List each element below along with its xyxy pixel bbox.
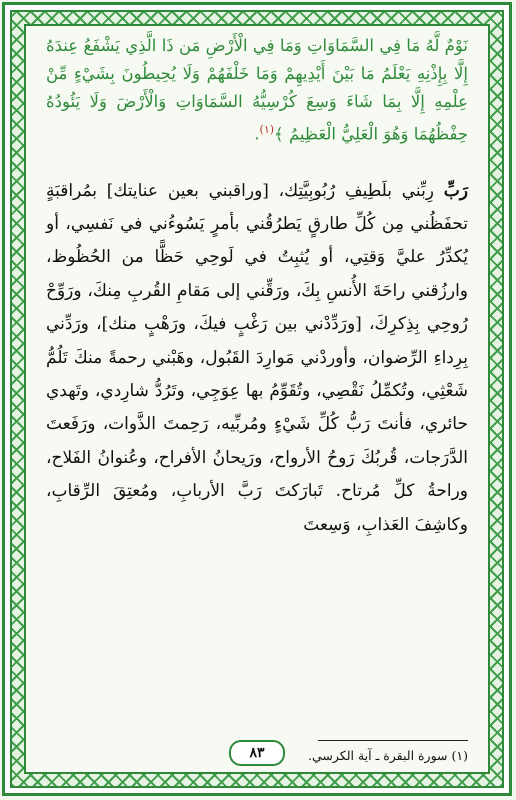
- page-border-outer: [2, 2, 512, 796]
- verse-end-mark: ﴾: [274, 124, 284, 144]
- verse-tail: .: [254, 124, 260, 144]
- page-content: [46, 32, 468, 766]
- verse-footnote-ref: (١): [259, 123, 275, 136]
- quran-verse: [46, 32, 468, 149]
- footnote-separator: [318, 740, 468, 741]
- verse-text: نَوْمٌ لَّهُ مَا فِي السَّمَاوَاتِ وَمَا فِي الْأَرْضِ مَن ذَا الَّذِي يَشْفَعُ عِندَهُ إِلَّا بِإِذْنِهِ يَعْلَمُ مَا بَيْنَ أَيْدِيهِمْ وَمَا خَلْفَهُمْ وَلَا يُحِيطُونَ بِشَيْءٍ مِّنْ عِلْمِهِ إِلَّا بِمَا شَاءَ وَسِعَ كُرْسِيُّهُ السَّمَاوَاتِ وَالْأَرْضَ وَلَا يَئُودُهُ حِفْظُهُمَا وَهُوَ الْعَلِيُّ الْعَظِيمُ: [46, 36, 468, 144]
- page-frame: [24, 24, 490, 774]
- page-number: ٨٣: [229, 740, 285, 766]
- supplication-text: [46, 175, 468, 542]
- footnote: (١) سورة البقرة ـ آية الكرسي.: [308, 748, 468, 763]
- lead-word: رَبِّ: [443, 180, 468, 201]
- supplication-body: رِبِّني بلَطِيفِ رُبُوبِيَّتِك، [وراقبني بعين عنايتك] بمُراقبَةٍ تحفَظُني مِن كُلِّ طارقٍ يَطرُقُني بأمرٍ يَسُوءُني في نَفسِي، أو يُكدِّرُ عليَّ وَقتِي، أو يُثبِتُ في لَوحِي حَظًّا من الحُظُوظ، وارزُقني راحَةَ الأُنسِ بِكَ، ورَقِّني إلى مَقامِ القُربِ مِنكَ، ورَوِّحْ رُوحِي بِذِكرِكَ، [ورَدِّدْني بين رَغْبٍ فيكَ، ورَهْبٍ منك]، ورَدِّني بِرِداءِ الرِّضوان، وأوردْني مَوارِدَ القَبُول، وهَبْني رحمةً منكَ تَلُمُّ شَعْثِي، وتُكمِّلُ نَقْصِي، وتُقَوِّمُ بها عِوَجِي، وتَرُدُّ شارِدي، وتَهدي حائري، فأنتَ رَبُّ كُلِّ شَيْءٍ ومُربِّيه، رَحِمتَ الذَّوات، ورَفَعتَ الدَّرَجات، قُربُكَ رَوحُ الأرواح، ورَيحانُ الأفراح، وعُنوانُ الفَلاح، وراحةُ كلِّ مُرتاح. تَبارَكتَ رَبَّ الأربابِ، ومُعتِقَ الرِّقابِ، وكاشِفَ العَذابِ، وَسِعتَ: [46, 180, 468, 535]
